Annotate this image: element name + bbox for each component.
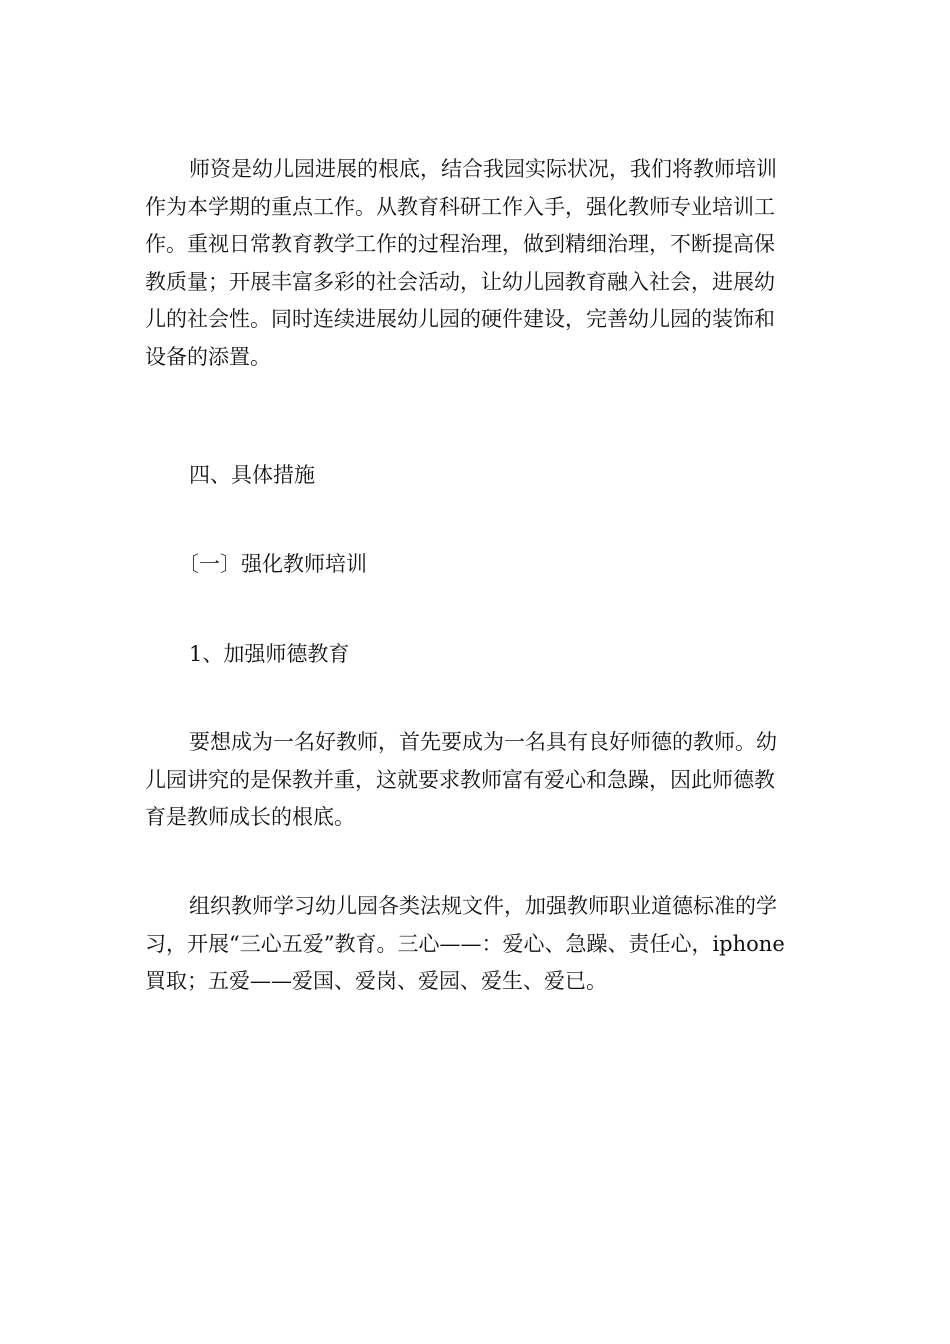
subsection-heading: 〔一〕强化教师培训 [178,552,367,576]
paragraph-line: 買取；五爱——爱国、爱岗、爱园、爱生、爱已。 [145,969,607,993]
paragraph-line: 作为本学期的重点工作。从教育科研工作入手，强化教师专业培训工 [145,194,775,219]
paragraph-line: 儿的社会性。同时连续进展幼儿园的硬件建设，完善幼儿园的装饰和 [145,307,775,331]
paragraph-line: 设备的添置。 [145,344,271,369]
paragraph-ethics-study [145,888,817,1001]
paragraph-line: 作。重视日常教育教学工作的过程治理，做到精细治理，不断提高保 [145,232,775,256]
paragraph-line: 师资是幼儿园进展的根底，结合我园实际状况，我们将教师培训 [189,157,777,181]
paragraph-line: 育是教师成长的根底。 [145,805,355,829]
paragraph-line: 要想成为一名好教师，首先要成为一名具有良好师德的教师。幼 [189,730,777,754]
paragraph-teacher-training-intro [145,151,817,376]
paragraph-line: 习，开展“三心五爱”教育。三心——：爱心、急躁、责任心，iphone [145,931,785,956]
item-heading: 1、加强师德教育 [189,642,350,666]
paragraph-line: 儿园讲究的是保教并重，这就要求教师富有爱心和急躁，因此师德教 [145,767,775,792]
paragraph-line: 教质量；开展丰富多彩的社会活动，让幼儿园教育融入社会，进展幼 [145,269,775,294]
paragraph-line: 组织教师学习幼儿园各类法规文件，加强教师职业道德标准的学 [189,894,777,918]
paragraph-ethics-intro [145,724,817,837]
section-heading: 四、具体措施 [189,463,315,487]
